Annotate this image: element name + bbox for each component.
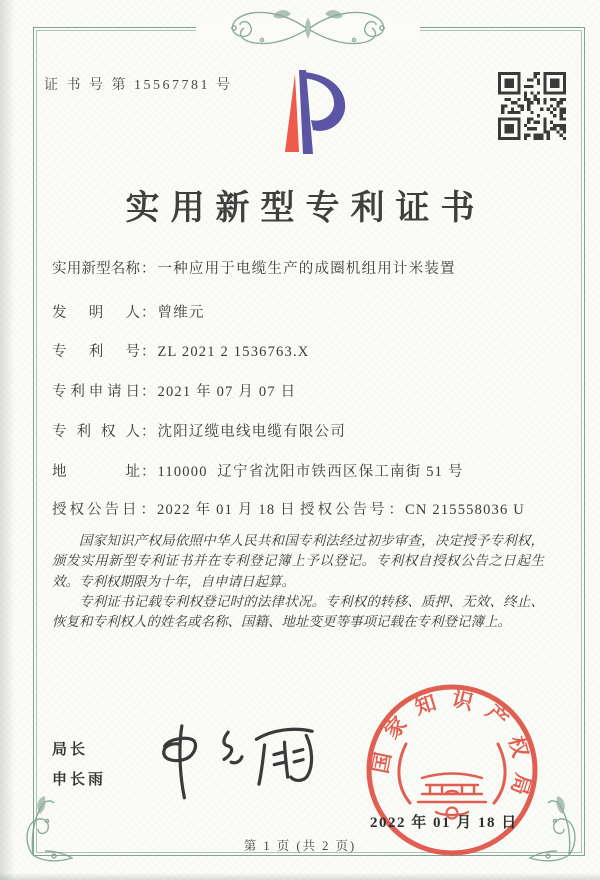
field-label-patent-no: 专利号	[52, 344, 140, 360]
field-label-patentee: 专利权人	[52, 424, 140, 440]
qr-code	[498, 72, 566, 140]
seal-ring-text: 国家知识产权局	[368, 686, 536, 811]
field-row-patentee	[52, 420, 346, 441]
field-label-filing-date: 专利申请日	[52, 384, 140, 400]
field-colon: ：	[141, 261, 156, 277]
legal-text-block	[52, 531, 544, 632]
field-row-patent-no	[52, 340, 309, 361]
field-row-name	[52, 257, 456, 278]
field-value-inventor: 曾维元	[157, 305, 205, 321]
grant-no-label: 授权公告号	[300, 502, 388, 518]
field-row-address	[52, 460, 464, 481]
field-label-name: 实用新型名称	[52, 261, 140, 277]
field-colon: ：	[141, 384, 156, 400]
legal-paragraph-2: 专利证书记载专利权登记时的法律状况。专利权的转移、质押、无效、终止、恢复和专利权人的姓名或名称、国籍、地址变更等事项记载在专利登记簿上。	[52, 593, 544, 629]
grant-date-value: 2022 年 01 月 18 日	[157, 502, 296, 518]
commissioner-title: 局长	[52, 741, 89, 758]
field-value-name: 一种应用于电缆生产的成圈机组用计米装置	[157, 261, 456, 277]
legal-paragraph-1: 国家知识产权局依照中华人民共和国专利法经过初步审查，决定授予专利权，颁发实用新型专利证书并在专利登记簿上予以登记。专利权自授权公告之日起生效。专利权期限为十年，自申请日起算。	[52, 533, 544, 589]
field-value-patentee: 沈阳辽缆电线电缆有限公司	[157, 424, 346, 440]
field-colon: ：	[141, 344, 156, 360]
seal-date: 2022 年 01 月 18 日	[370, 815, 518, 831]
grant-no-value: CN 215558036 U	[405, 502, 525, 518]
grant-date-label: 授权公告日	[52, 502, 140, 518]
field-row-inventor	[52, 301, 205, 322]
field-value-patent-no: ZL 2021 2 1536763.X	[157, 344, 310, 360]
cnipa-logo	[237, 62, 370, 165]
field-colon: ：	[140, 502, 155, 518]
certificate-number: 证 书 号 第 15567781 号	[44, 78, 233, 93]
field-value-address: 110000 辽宁省沈阳市铁西区保工南街 51 号	[157, 464, 464, 480]
commissioner-name: 申长雨	[52, 771, 107, 788]
scan-shadow-bottom	[0, 873, 600, 880]
field-row-filing-date	[52, 380, 296, 401]
grant-row	[52, 498, 544, 519]
handwritten-signature	[143, 707, 326, 808]
field-colon: ：	[141, 464, 156, 480]
field-label-inventor: 发明人	[52, 305, 140, 321]
field-colon: ：	[141, 424, 156, 440]
grant-date-group	[52, 502, 296, 518]
certificate-title: 实用新型专利证书	[125, 190, 486, 227]
scan-shadow-left	[0, 0, 16, 880]
grant-no-group	[300, 498, 525, 519]
field-colon: ：	[388, 502, 403, 518]
page-number: 第 1 页 (共 2 页)	[243, 839, 357, 853]
field-colon: ：	[141, 305, 156, 321]
field-value-filing-date: 2021 年 07 月 07 日	[157, 384, 297, 400]
field-label-address: 地址	[52, 464, 140, 480]
